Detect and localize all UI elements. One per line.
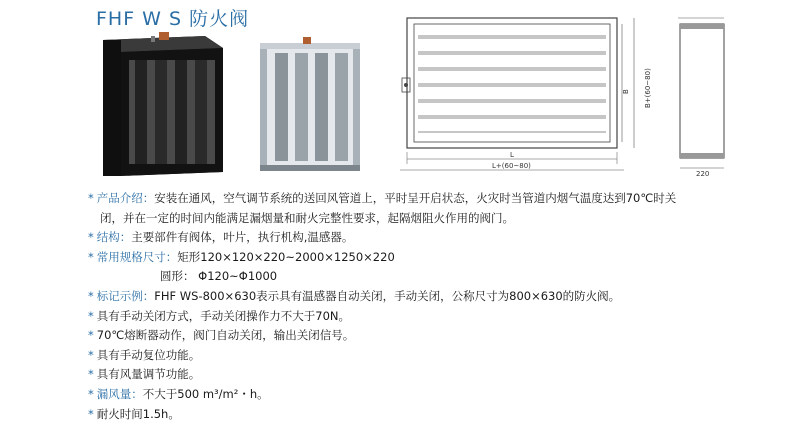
spec-feature-2: * 70℃熔断器动作，阀门自动关闭，输出关闭信号。: [88, 328, 355, 343]
side-view-drawing: [666, 10, 736, 182]
height-plus-label: B+(60~80): [644, 68, 652, 108]
spec-intro-cont: 闭，并在一定的时间内能满足漏烟量和耐火完整性要求，起隔烟阻火作用的阀门。: [100, 210, 514, 225]
black-damper-photo: [95, 30, 230, 180]
example-label: 标记示例：: [96, 288, 155, 303]
front-view-drawing: [392, 14, 652, 180]
height-label: B: [622, 89, 630, 94]
spec-intro: * 产品介绍：安装在通风，空气调节系统的送回风管道上，平时呈开启状态，火灾时当管道内烟气温度达到70℃时关: [88, 191, 677, 205]
spec-sizes: * 常用规格尺寸：矩形120×120×220~2000×1250×220: [88, 249, 395, 264]
spec-structure: * 结构：主要部件有阀体，叶片，执行机构,温感器。: [88, 230, 354, 245]
spec-leak: * 漏风量：不大于500 m³/m²・h。: [88, 386, 269, 401]
spec-example: * 标记示例：FHF WS-800×630表示具有温感器自动关闭，手动关闭，公称尺寸为800×630的防火阀。: [88, 288, 621, 303]
spec-feature-3: * 具有手动复位功能。: [88, 347, 201, 362]
leak-text: 不大于500 m³/m²・h。: [142, 386, 269, 401]
intro-label: 产品介绍：: [96, 191, 155, 205]
example-text: FHF WS-800×630表示具有温感器自动关闭，手动关闭，公称尺寸为800×630的防火阀。: [154, 288, 621, 303]
structure-label: 结构：: [96, 230, 132, 245]
intro-text: 安装在通风，空气调节系统的送回风管道上，平时呈开启状态，火灾时当管道内烟气温度达到70℃时关: [154, 191, 677, 205]
spec-feature-4: * 具有风量调节功能。: [88, 367, 201, 382]
spec-sizes-round: 圆形： Φ120~Φ1000: [160, 269, 278, 284]
depth-label: 220: [696, 170, 710, 178]
spec-feature-1: * 具有手动关闭方式，手动关闭操作力不大于70N。: [88, 308, 350, 323]
sizes-rect: 矩形120×120×220~2000×1250×220: [177, 249, 395, 264]
spec-list: [88, 189, 788, 424]
width-plus-label: L+(60~80): [492, 162, 531, 170]
width-label: L: [510, 151, 514, 159]
page-title: FHF W S 防火阀: [96, 8, 250, 30]
leak-label: 漏风量：: [96, 386, 143, 401]
galvanized-damper-photo: [255, 35, 365, 180]
structure-text: 主要部件有阀体，叶片，执行机构,温感器。: [131, 230, 354, 245]
sizes-label: 常用规格尺寸：: [96, 249, 178, 264]
spec-fire-time: * 耐火时间1.5h。: [88, 406, 180, 421]
